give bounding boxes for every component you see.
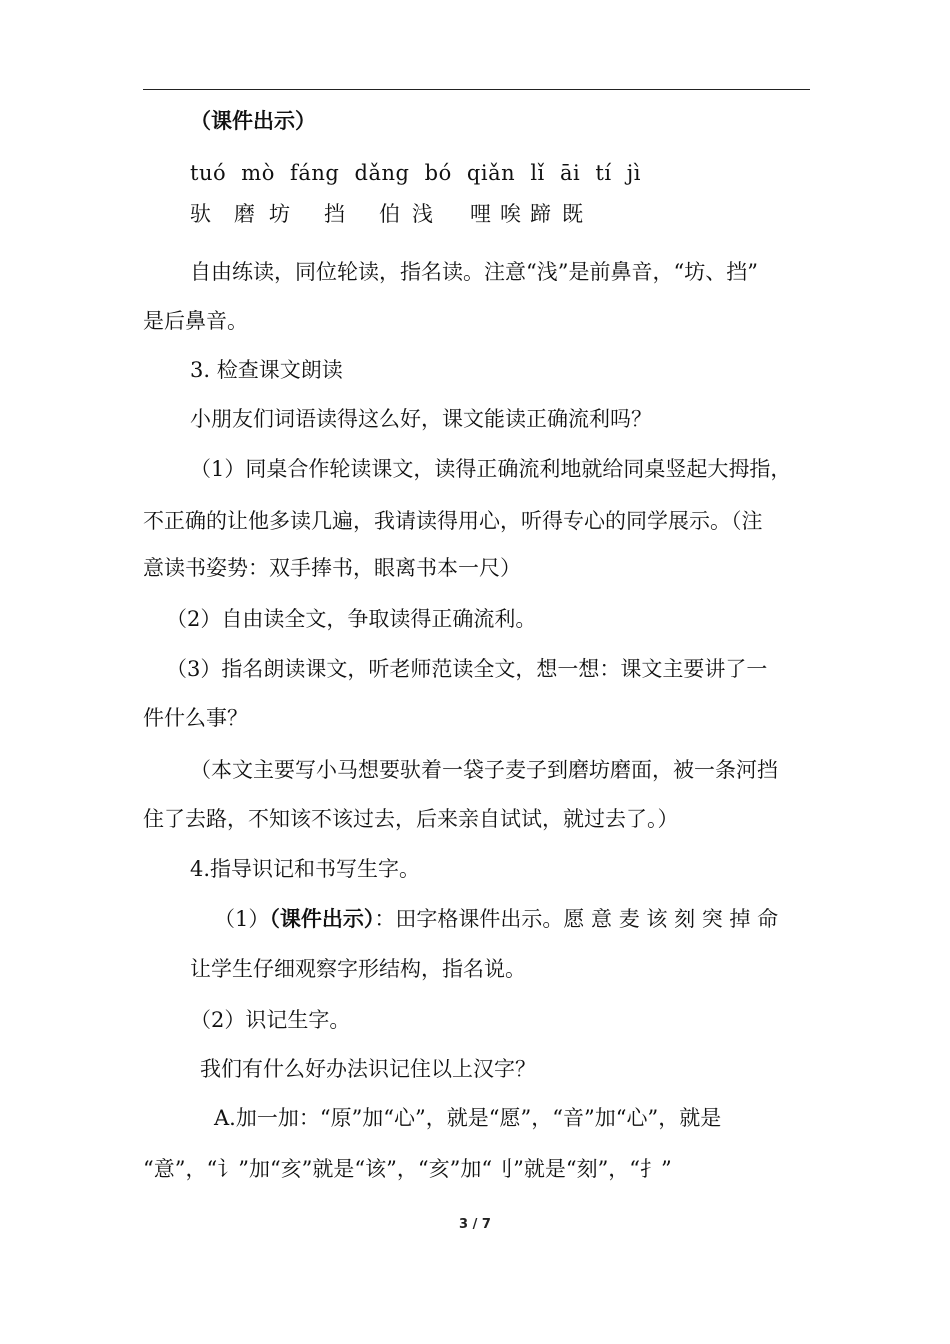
- pinyin: tí: [595, 161, 612, 185]
- paragraph-line: （2）自由读全文，争取读得正确流利。: [166, 607, 537, 631]
- character: 浅: [412, 202, 433, 226]
- character: 磨: [234, 202, 255, 226]
- character: 既: [562, 202, 583, 226]
- paragraph-line: 自由练读，同位轮读，指名读。注意“浅”是前鼻音，“坊、挡”: [190, 260, 758, 284]
- section-heading: 3. 检查课文朗读: [190, 358, 343, 382]
- pinyin: dǎng: [354, 161, 410, 185]
- pinyin: mò: [241, 161, 275, 185]
- header-rule: [143, 89, 810, 90]
- paragraph-line: （本文主要写小马想要驮着一袋子麦子到磨坊磨面，被一条河挡: [190, 758, 778, 782]
- paragraph-line: 件什么事？: [143, 706, 248, 730]
- pinyin: āi: [559, 161, 581, 185]
- character: 唉: [500, 202, 521, 226]
- character: 坊: [269, 202, 290, 226]
- paragraph-line: 住了去路，不知该不该过去，后来亲自试试，就过去了。）: [143, 807, 679, 831]
- character: 蹄: [530, 202, 551, 226]
- character: 伯: [379, 202, 400, 226]
- character: 哩: [470, 202, 491, 226]
- page-number: 3 / 7: [459, 1217, 491, 1232]
- paragraph-line: 让学生仔细观察字形结构，指名说。: [190, 957, 526, 981]
- pinyin: fáng: [290, 161, 340, 185]
- paragraph-line: （1）同桌合作轮读课文，读得正确流利地就给同桌竖起大拇指，: [190, 457, 792, 481]
- courseware-text: ：田字格课件出示。愿 意 麦 该 刻 突 掉 命: [374, 907, 779, 931]
- pinyin: qiǎn: [466, 161, 516, 185]
- heading: （课件出示）: [190, 108, 316, 133]
- pinyin: jì: [626, 161, 641, 185]
- pinyin: bó: [424, 161, 452, 185]
- paragraph-line: 我们有什么好办法识记住以上汉字？: [200, 1057, 536, 1081]
- paragraph-line: 意读书姿势：双手捧书，眼离书本一尺）: [143, 556, 521, 580]
- section-heading: 4.指导识记和书写生字。: [190, 857, 421, 881]
- item-number: （1）: [214, 907, 270, 931]
- paragraph-line: （2）识记生字。: [190, 1008, 351, 1032]
- pinyin: lǐ: [530, 161, 545, 185]
- paragraph-line: “意”，“讠”加“亥”就是“该”，“亥”加“刂”就是“刻”，“扌”: [143, 1157, 672, 1181]
- paragraph-line: 小朋友们词语读得这么好，课文能读正确流利吗？: [190, 407, 652, 431]
- paragraph-line: 是后鼻音。: [143, 309, 248, 333]
- character: 驮: [190, 202, 211, 226]
- pinyin-line: [190, 158, 641, 188]
- paragraph-line: （3）指名朗读课文，听老师范读全文，想一想：课文主要讲了一: [166, 657, 768, 681]
- character: 挡: [324, 202, 345, 226]
- paragraph-line: [214, 904, 778, 934]
- paragraph-line: A.加一加：“原”加“心”，就是“愿”，“音”加“心”，就是: [214, 1106, 722, 1130]
- paragraph-line: 不正确的让他多读几遍，我请读得用心，听得专心的同学展示。（注: [143, 509, 763, 533]
- courseware-label: （课件出示）: [269, 906, 375, 931]
- pinyin: tuó: [190, 161, 227, 185]
